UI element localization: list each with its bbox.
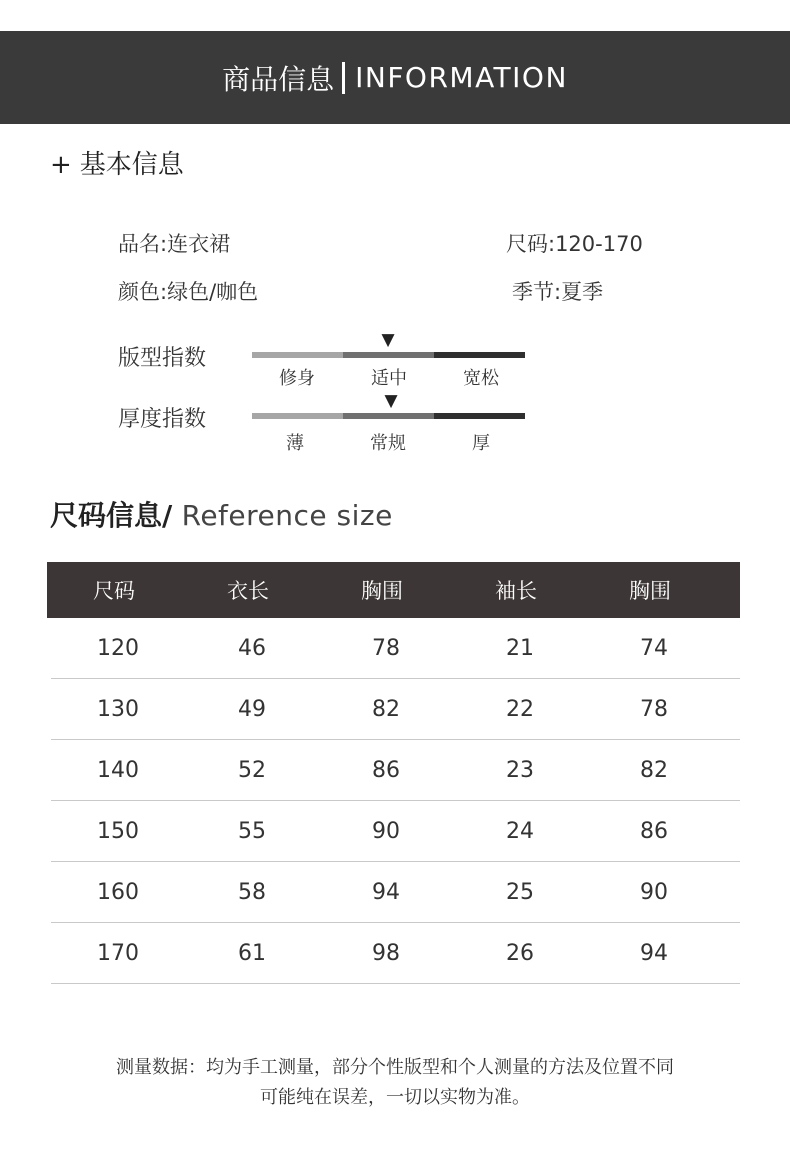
header-cell-length: 衣长 — [227, 579, 269, 603]
plus-icon: + — [50, 150, 72, 180]
fit-bar-slim — [252, 352, 343, 358]
table-cell: 52 — [238, 757, 266, 783]
table-row — [51, 618, 740, 679]
thickness-option-thick: 厚 — [472, 433, 490, 454]
table-cell: 86 — [372, 757, 400, 783]
header-cell-chest-2: 胸围 — [629, 579, 671, 603]
thickness-index-label: 厚度指数 — [118, 407, 207, 432]
header-cell-sleeve: 袖长 — [495, 579, 537, 603]
fit-index-marker-icon: ▼ — [381, 330, 395, 350]
table-row — [51, 923, 740, 984]
table-cell: 58 — [238, 879, 266, 905]
header-cell-size: 尺码 — [93, 579, 135, 603]
fit-option-slim: 修身 — [279, 368, 315, 389]
thickness-index-marker-icon: ▼ — [384, 391, 398, 411]
table-cell: 78 — [640, 696, 668, 722]
table-cell: 130 — [97, 696, 139, 722]
measurement-note-line2: 可能纯在误差，一切以实物为准。 — [260, 1087, 530, 1108]
size-title-en: Reference size — [172, 499, 393, 532]
thickness-option-thin: 薄 — [286, 433, 304, 454]
table-cell: 24 — [506, 818, 534, 844]
header-divider — [342, 62, 345, 94]
size-section-title — [50, 494, 393, 534]
table-cell: 90 — [640, 879, 668, 905]
table-cell: 150 — [97, 818, 139, 844]
header-cell-chest: 胸围 — [361, 579, 403, 603]
table-cell: 94 — [372, 879, 400, 905]
header-title — [0, 31, 790, 124]
table-cell: 23 — [506, 757, 534, 783]
thickness-option-normal: 常规 — [370, 433, 406, 454]
thickness-bar-thin — [252, 413, 343, 419]
table-cell: 21 — [506, 635, 534, 661]
fit-bar-regular — [343, 352, 434, 358]
fit-bar-loose — [434, 352, 525, 358]
table-row — [51, 801, 740, 862]
table-cell: 61 — [238, 940, 266, 966]
fit-option-loose: 宽松 — [463, 368, 499, 389]
table-cell: 82 — [372, 696, 400, 722]
header-title-en: INFORMATION — [355, 61, 568, 94]
table-cell: 82 — [640, 757, 668, 783]
fit-option-regular: 适中 — [371, 368, 407, 389]
table-cell: 25 — [506, 879, 534, 905]
table-cell: 74 — [640, 635, 668, 661]
product-name: 品名:连衣裙 — [118, 232, 231, 256]
table-row — [51, 679, 740, 740]
table-row — [51, 740, 740, 801]
product-size-range: 尺码:120-170 — [506, 232, 643, 256]
table-cell: 170 — [97, 940, 139, 966]
header-title-cn: 商品信息 — [222, 62, 335, 96]
table-cell: 22 — [506, 696, 534, 722]
size-table-body — [51, 618, 740, 984]
table-cell: 26 — [506, 940, 534, 966]
basic-info-heading-text: 基本信息 — [79, 150, 184, 180]
thickness-bar-thick — [434, 413, 525, 419]
table-cell: 94 — [640, 940, 668, 966]
table-cell: 46 — [238, 635, 266, 661]
table-cell: 98 — [372, 940, 400, 966]
table-cell: 78 — [372, 635, 400, 661]
table-cell: 49 — [238, 696, 266, 722]
table-cell: 120 — [97, 635, 139, 661]
basic-info-heading — [50, 144, 184, 181]
fit-index-label: 版型指数 — [118, 346, 207, 371]
size-table-header — [47, 562, 740, 618]
table-row — [51, 862, 740, 923]
product-color: 颜色:绿色/咖色 — [118, 280, 259, 304]
table-cell: 55 — [238, 818, 266, 844]
size-title-cn: 尺码信息/ — [50, 499, 173, 532]
measurement-note-line1: 测量数据：均为手工测量，部分个性版型和个人测量的方法及位置不同 — [116, 1057, 674, 1078]
table-cell: 86 — [640, 818, 668, 844]
thickness-bar-normal — [343, 413, 434, 419]
table-cell: 90 — [372, 818, 400, 844]
product-season: 季节:夏季 — [512, 280, 604, 304]
table-cell: 140 — [97, 757, 139, 783]
table-cell: 160 — [97, 879, 139, 905]
size-table — [47, 562, 740, 984]
